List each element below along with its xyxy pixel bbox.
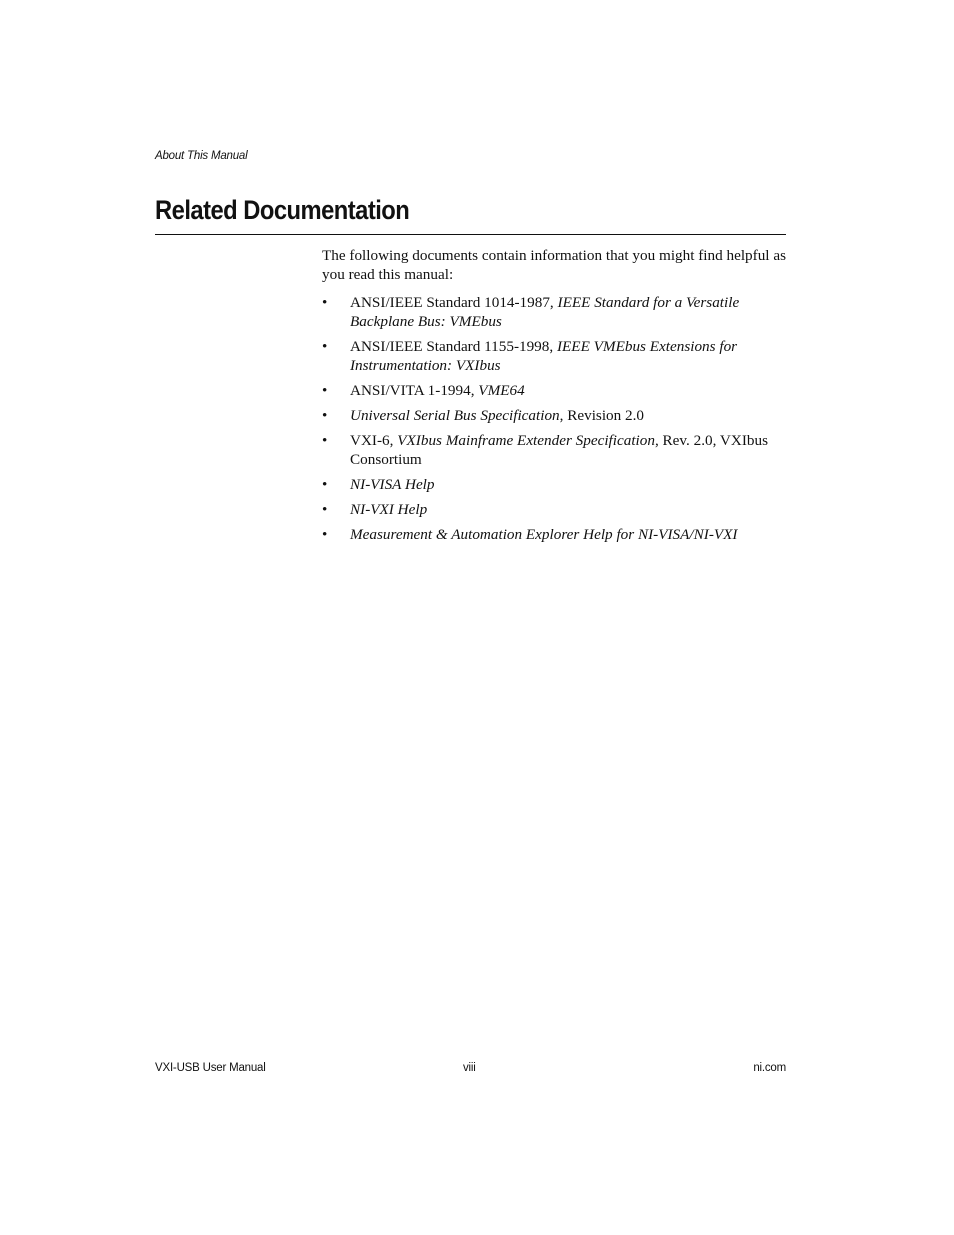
footer-page-number: viii (463, 1062, 476, 1074)
section-title: Related Documentation (155, 195, 410, 225)
bullet-icon: • (322, 294, 328, 311)
item-plain: ANSI/VITA 1-1994, (350, 382, 479, 399)
item-title: VME64 (478, 382, 525, 399)
bullet-icon: • (322, 382, 328, 399)
list-item (322, 337, 788, 375)
list-item (322, 475, 788, 494)
bullet-icon: • (322, 338, 328, 355)
item-tail: , Revision 2.0 (559, 407, 645, 424)
item-title: VXIbus Mainframe Extender Specification (397, 432, 655, 449)
item-title: IEEE VMEbus Extensions for Instrumentation: VXIbus (350, 338, 738, 374)
list-item (322, 431, 788, 469)
list-item (322, 500, 788, 519)
body-column (322, 246, 788, 550)
bullet-icon: • (322, 432, 328, 449)
item-title: IEEE Standard for a Versatile Backplane Bus: VMEbus (350, 294, 740, 330)
title-rule (155, 234, 786, 235)
item-title: NI-VXI Help (350, 501, 428, 518)
item-plain: VXI-6, (350, 432, 398, 449)
list-item (322, 381, 788, 400)
list-item (322, 525, 788, 544)
bullet-icon: • (322, 407, 328, 424)
item-title: Universal Serial Bus Specification (350, 407, 560, 424)
item-plain: ANSI/IEEE Standard 1155-1998, (350, 338, 557, 355)
bullet-icon: • (322, 526, 328, 543)
related-documents-list (322, 293, 788, 544)
item-plain: ANSI/IEEE Standard 1014-1987, (350, 294, 558, 311)
bullet-icon: • (322, 501, 328, 518)
item-title: NI-VISA Help (350, 476, 435, 493)
footer-website: ni.com (753, 1062, 786, 1074)
list-item (322, 406, 788, 425)
footer-manual-title: VXI-USB User Manual (155, 1062, 266, 1074)
running-head: About This Manual (155, 150, 248, 162)
intro-paragraph: The following documents contain information that you might find helpful as you read this manual: (322, 247, 786, 283)
item-tail: , Rev. 2.0, VXIbus Consortium (350, 432, 769, 468)
list-item (322, 293, 788, 331)
bullet-icon: • (322, 476, 328, 493)
item-title: Measurement & Automation Explorer Help for NI-VISA/NI-VXI (350, 526, 738, 543)
